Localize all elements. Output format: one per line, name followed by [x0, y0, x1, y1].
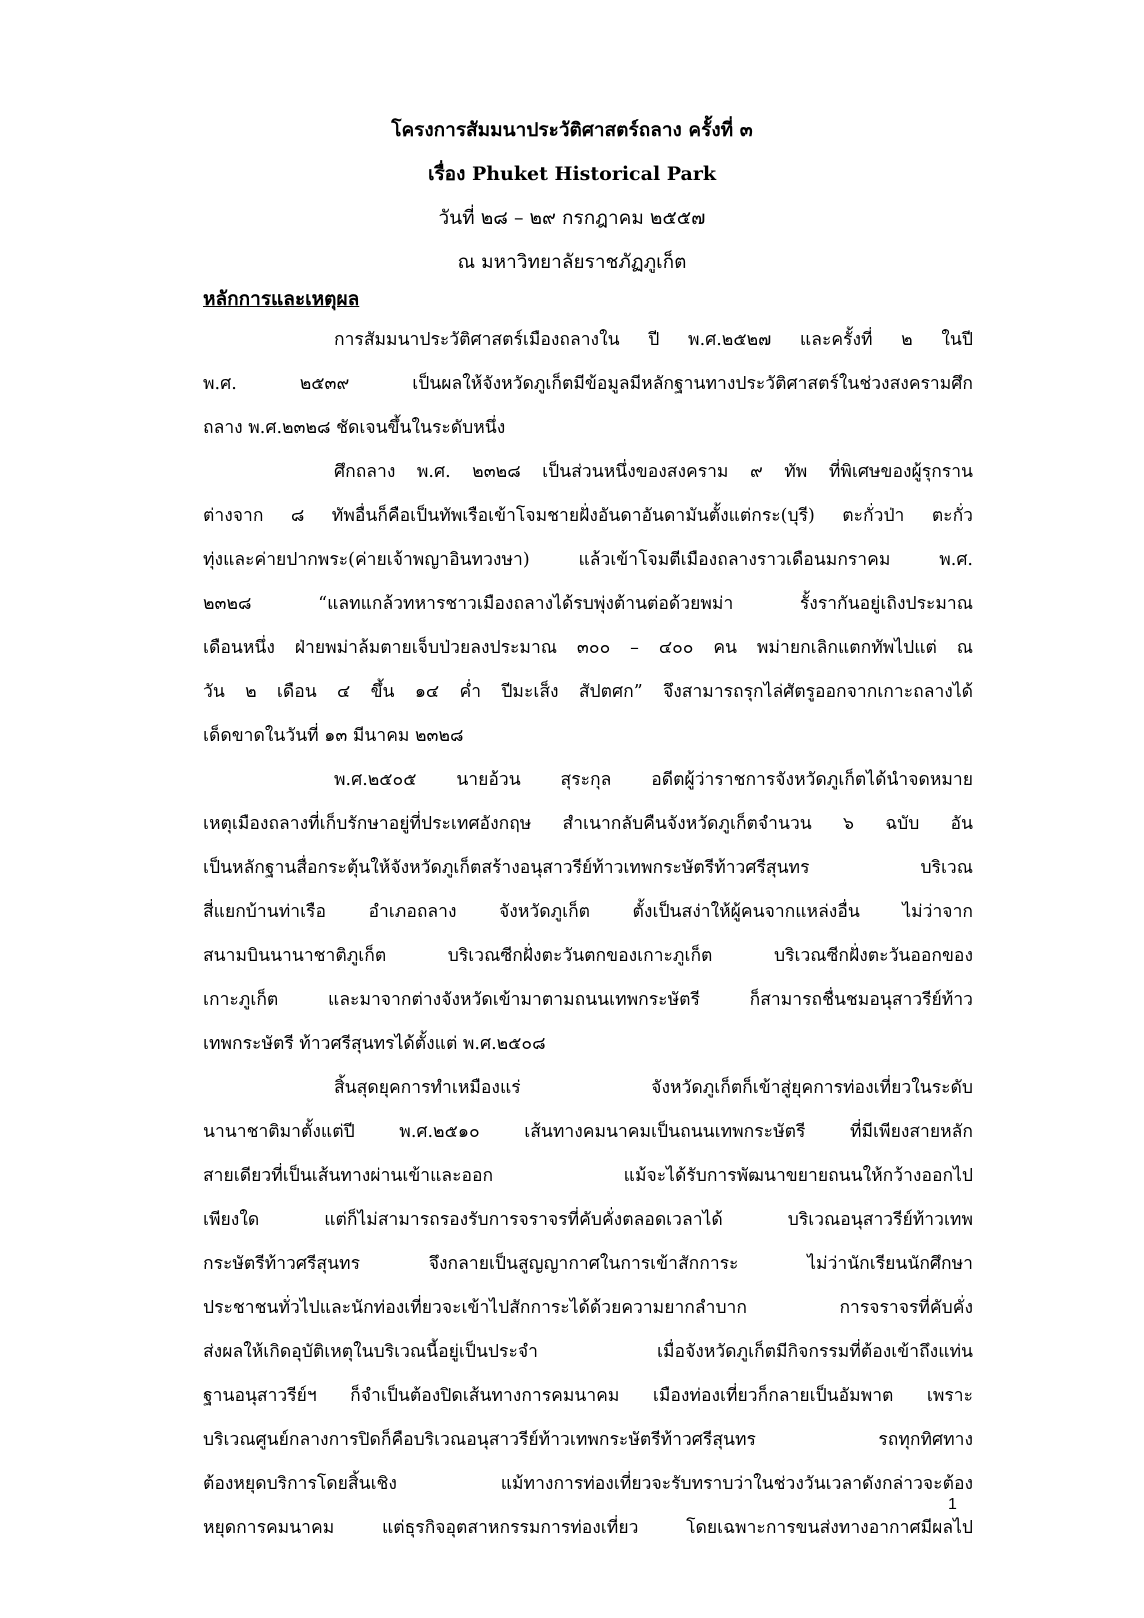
paragraph-4-line: ฐานอนุสาวรีย์ฯ ก็จำเป็นต้องปิดเส้นทางการคมนาคม เมืองท่องเที่ยวก็กลายเป็นอัมพาต เพราะ	[203, 1386, 973, 1406]
paragraph-4-line: ต้องหยุดบริการโดยสิ้นเชิง แม้ทางการท่องเที่ยวจะรับทราบว่าในช่วงวันเวลาดังกล่าวจะต้อง	[203, 1474, 973, 1494]
paragraph-2-line: ๒๓๒๘ “แลทแกล้วทหารชาวเมืองถลางได้รบพุ่งต้านต่อด้วยพม่า รั้งรากันอยู่เถิงประมาณ	[203, 594, 973, 614]
paragraph-4-line: บริเวณศูนย์กลางการปิดก็คือบริเวณอนุสาวรีย์ท้าวเทพกระษัตรีท้าวศรีสุนทร รถทุกทิศทาง	[203, 1430, 973, 1450]
paragraph-3-line: เหตุเมืองถลางที่เก็บรักษาอยู่ที่ประเทศอังกฤษ สำเนากลับคืนจังหวัดภูเก็ตจำนวน ๖ ฉบับ อัน	[203, 814, 973, 834]
paragraph-2-line: ทุ่งและค่ายปากพระ(ค่ายเจ้าพญาอินทวงษา) แล้วเข้าโจมตีเมืองถลางราวเดือนมกราคม พ.ศ.	[203, 550, 973, 570]
paragraph-2-line: ศึกถลาง พ.ศ. ๒๓๒๘ เป็นส่วนหนึ่งของสงคราม ๙ ทัพ ที่พิเศษของผู้รุกราน	[334, 462, 973, 482]
page-number: 1	[948, 1496, 957, 1513]
body-text	[203, 318, 973, 1550]
paragraph-1-line: การสัมมนาประวัติศาสตร์เมืองถลางใน ปี พ.ศ.๒๕๒๗ และครั้งที่ ๒ ในปี	[334, 330, 973, 350]
paragraph-3-line: เป็นหลักฐานสื่อกระตุ้นให้จังหวัดภูเก็ตสร้างอนุสาวรีย์ท้าวเทพกระษัตรีท้าวศรีสุนทร บริเวณ	[203, 858, 973, 878]
paragraph-2-line: เด็ดขาดในวันที่ ๑๓ มีนาคม ๒๓๒๘	[203, 726, 464, 746]
section-heading: หลักการและเหตุผล	[203, 288, 360, 310]
paragraph-4-line: ประชาชนทั่วไปและนักท่องเที่ยวจะเข้าไปสักการะได้ด้วยความยากลำบาก การจราจรที่คับคั่ง	[203, 1298, 973, 1318]
paragraph-2-line: วัน ๒ เดือน ๔ ขึ้น ๑๔ ค่ำ ปีมะเส็ง สัปตศก” จึงสามารถรุกไล่ศัตรูออกจากเกาะถลางได้	[203, 682, 973, 702]
paragraph-4-line: นานาชาติมาตั้งแต่ปี พ.ศ.๒๕๑๐ เส้นทางคมนาคมเป็นถนนเทพกระษัตรี ที่มีเพียงสายหลัก	[203, 1122, 973, 1142]
paragraph-3-line: เทพกระษัตรี ท้าวศรีสุนทรได้ตั้งแต่ พ.ศ.๒๕๐๘	[203, 1034, 546, 1054]
subject-line: เรื่อง Phuket Historical Park	[427, 163, 717, 185]
paragraph-4-line: สิ้นสุดยุคการทำเหมืองแร่ จังหวัดภูเก็ตก็เข้าสู่ยุคการท่องเที่ยวในระดับ	[334, 1078, 973, 1098]
paragraph-2-line: เดือนหนึ่ง ฝ่ายพม่าล้มตายเจ็บป่วยลงประมาณ ๓๐๐ – ๔๐๐ คน พม่ายกเลิกแตกทัพไปแต่ ณ	[203, 638, 973, 658]
paragraph-4-line: หยุดการคมนาคม แต่ธุรกิจอุตสาหกรรมการท่องเที่ยว โดยเฉพาะการขนส่งทางอากาศมีผลไป	[203, 1518, 973, 1538]
paragraph-3-line: เกาะภูเก็ต และมาจากต่างจังหวัดเข้ามาตามถนนเทพกระษัตรี ก็สามารถชื่นชมอนุสาวรีย์ท้าว	[203, 990, 973, 1010]
paragraph-4-line: สายเดียวที่เป็นเส้นทางผ่านเข้าและออก แม้จะได้รับการพัฒนาขยายถนนให้กว้างออกไป	[203, 1166, 973, 1186]
paragraph-3-line: พ.ศ.๒๕๐๕ นายอ้วน สุระกุล อดีตผู้ว่าราชการจังหวัดภูเก็ตได้นำจดหมาย	[334, 770, 973, 790]
paragraph-2-line: ต่างจาก ๘ ทัพอื่นก็คือเป็นทัพเรือเข้าโจมชายฝั่งอันดาอันดามันตั้งแต่กระ(บุรี) ตะกั่วป่า ตะกั่ว	[203, 506, 973, 526]
date-line: วันที่ ๒๘ – ๒๙ กรกฎาคม ๒๕๕๗	[438, 207, 706, 229]
paragraph-1-line: ถลาง พ.ศ.๒๓๒๘ ชัดเจนขึ้นในระดับหนึ่ง	[203, 418, 506, 438]
venue-line: ณ มหาวิทยาลัยราชภัฏภูเก็ต	[457, 251, 687, 273]
project-title: โครงการสัมมนาประวัติศาสตร์ถลาง ครั้งที่ ๓	[391, 119, 753, 141]
paragraph-4-line: เพียงใด แต่ก็ไม่สามารถรองรับการจราจรที่คับคั่งตลอดเวลาได้ บริเวณอนุสาวรีย์ท้าวเทพ	[203, 1210, 973, 1230]
paragraph-4-line: ส่งผลให้เกิดอุบัติเหตุในบริเวณนี้อยู่เป็นประจำ เมื่อจังหวัดภูเก็ตมีกิจกรรมที่ต้องเข้าถึงแท่น	[203, 1342, 973, 1362]
paragraph-3-line: สนามบินนานาชาติภูเก็ต บริเวณซีกฝั่งตะวันตกของเกาะภูเก็ต บริเวณซีกฝั่งตะวันออกของ	[203, 946, 973, 966]
paragraph-1-line: พ.ศ. ๒๕๓๙ เป็นผลให้จังหวัดภูเก็ตมีข้อมูลมีหลักฐานทางประวัติศาสตร์ในช่วงสงครามศึก	[203, 374, 973, 394]
paragraph-4-line: กระษัตรีท้าวศรีสุนทร จึงกลายเป็นสูญญากาศในการเข้าสักการะ ไม่ว่านักเรียนนักศึกษา	[203, 1254, 973, 1274]
document-title-block	[0, 108, 1144, 284]
paragraph-3-line: สี่แยกบ้านท่าเรือ อำเภอถลาง จังหวัดภูเก็ต ตั้งเป็นสง่าให้ผู้คนจากแหล่งอื่น ไม่ว่าจาก	[203, 902, 973, 922]
